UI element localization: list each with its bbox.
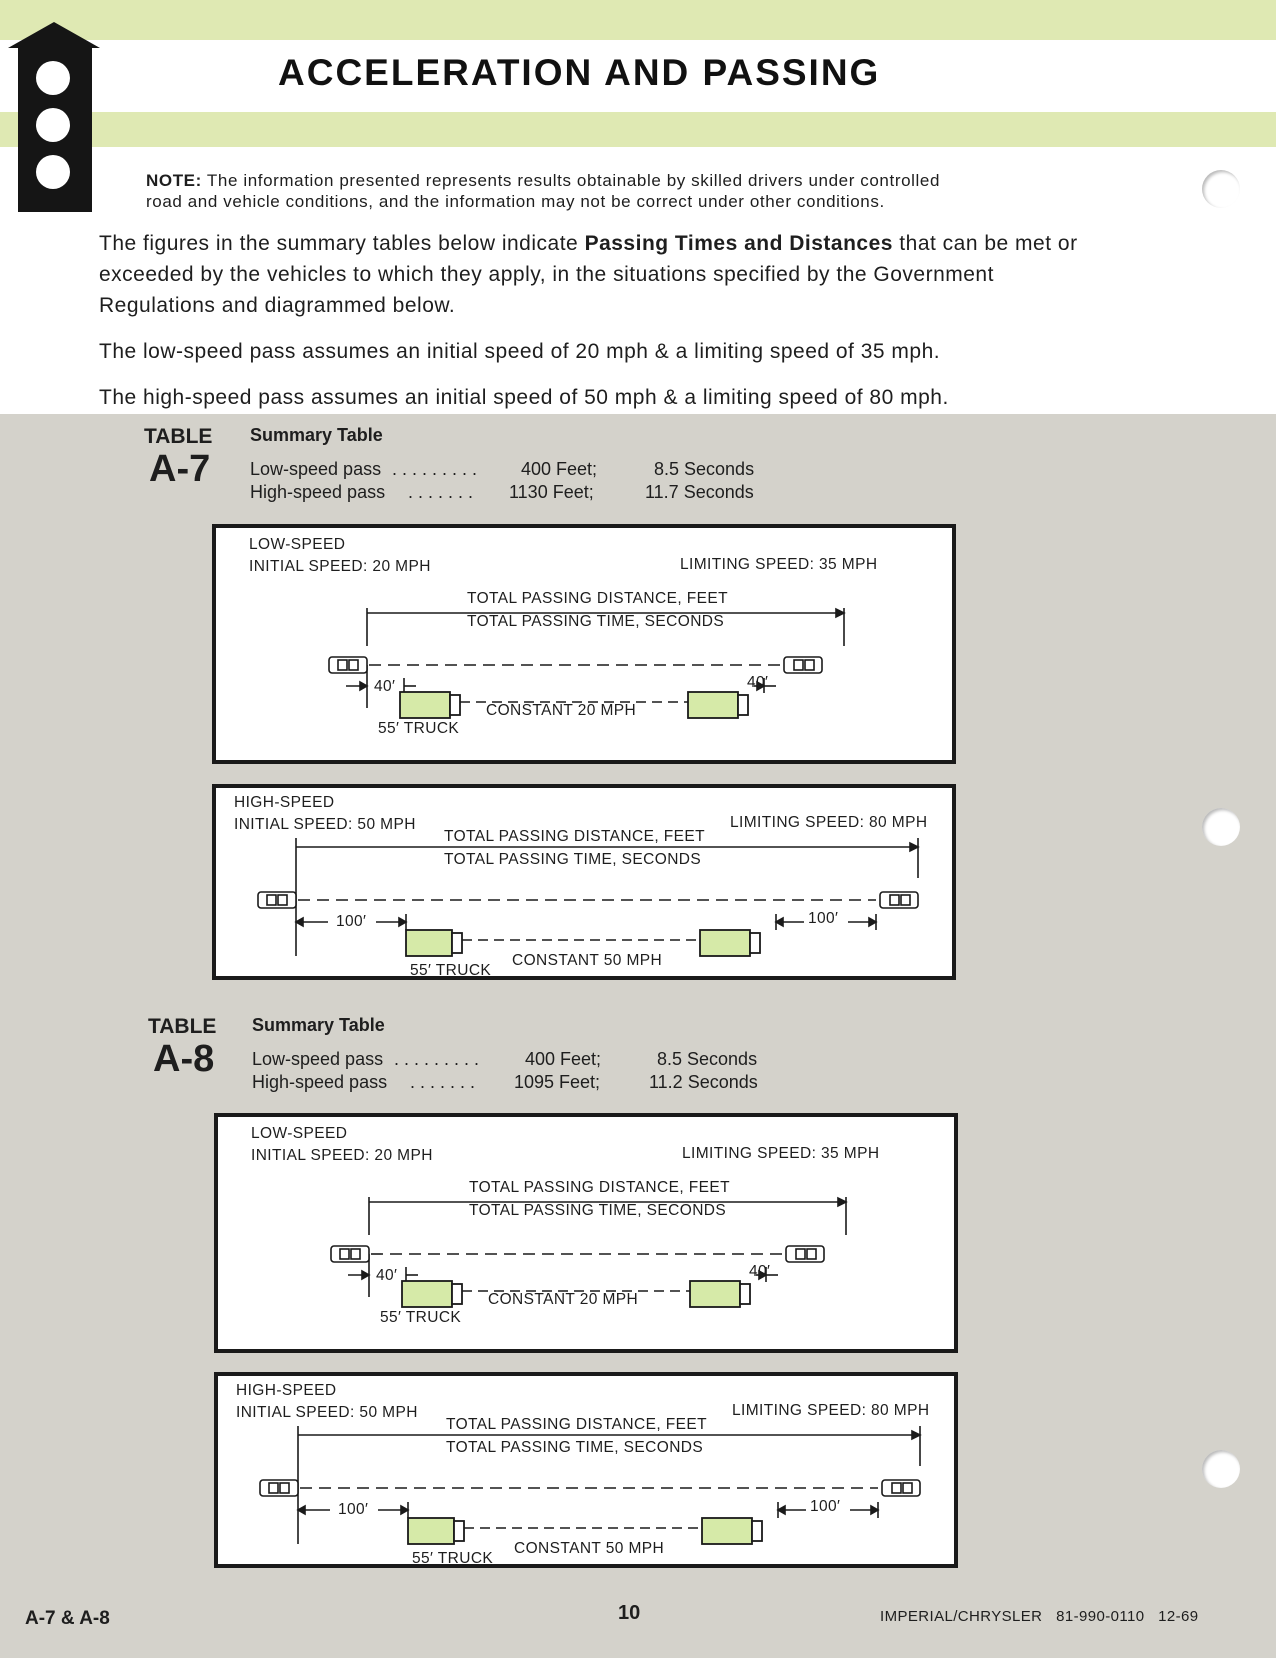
car-left-icon — [329, 657, 367, 673]
low-speed-assumption: The low-speed pass assumes an initial speed of 20 mph & a limiting speed of 35 mph. — [99, 340, 941, 363]
page-number: 10 — [618, 1602, 641, 1624]
gap-right: 100′ — [808, 910, 839, 927]
total-passing-distance: TOTAL PASSING DISTANCE, FEET — [467, 590, 728, 607]
truck-label: 55′ TRUCK — [412, 1550, 494, 1567]
table-a8-word: TABLE — [148, 1015, 217, 1038]
row-dots: . . . . . . . . . — [394, 1049, 480, 1069]
total-passing-distance: TOTAL PASSING DISTANCE, FEET — [444, 828, 705, 845]
truck-end-icon — [702, 1518, 762, 1544]
table-a7-id: A-7 — [149, 448, 211, 490]
row-label: Low-speed pass — [252, 1049, 384, 1069]
note-line-2: road and vehicle conditions, and the information may not be correct under other conditions. — [146, 192, 885, 211]
limiting-speed: LIMITING SPEED: 80 MPH — [732, 1402, 930, 1419]
initial-speed: INITIAL SPEED: 50 MPH — [236, 1404, 418, 1421]
truck-end-icon — [690, 1281, 750, 1307]
table-a7-summary-title: Summary Table — [250, 425, 383, 445]
car-left-icon — [331, 1246, 369, 1262]
row-feet: 1095 Feet; — [514, 1072, 601, 1092]
total-passing-time: TOTAL PASSING TIME, SECONDS — [444, 851, 702, 868]
truck-label: 55′ TRUCK — [378, 720, 460, 737]
table-a8-low-row — [252, 1049, 772, 1071]
table-a8-high-row — [252, 1072, 772, 1094]
row-feet: 1130 Feet; — [509, 482, 594, 502]
truck-start-icon — [402, 1281, 462, 1307]
row-label: High-speed pass — [252, 1072, 388, 1092]
car-right-icon — [784, 657, 822, 673]
page-title: ACCELERATION AND PASSING — [278, 52, 881, 93]
table-a7-low-row — [250, 459, 770, 481]
truck-label: 55′ TRUCK — [410, 962, 492, 979]
row-seconds: 8.5 Seconds — [654, 459, 755, 479]
total-passing-time: TOTAL PASSING TIME, SECONDS — [467, 613, 725, 630]
truck-label: 55′ TRUCK — [380, 1309, 462, 1326]
limiting-speed: LIMITING SPEED: 80 MPH — [730, 814, 928, 831]
gap-left: 40′ — [376, 1267, 398, 1284]
total-passing-time: TOTAL PASSING TIME, SECONDS — [469, 1202, 727, 1219]
truck-end-icon — [688, 692, 748, 718]
car-right-icon — [786, 1246, 824, 1262]
table-a8-id: A-8 — [153, 1038, 215, 1080]
total-passing-distance: TOTAL PASSING DISTANCE, FEET — [469, 1179, 730, 1196]
footer-table-reference: A-7 & A-8 — [25, 1608, 110, 1629]
diagram-mode: LOW-SPEED — [251, 1125, 348, 1142]
gap-right: 40′ — [749, 1263, 771, 1280]
note-label: NOTE: — [146, 171, 202, 190]
constant-speed: CONSTANT 20 MPH — [488, 1291, 639, 1308]
a8-high-speed-diagram — [214, 1372, 958, 1568]
gap-right: 100′ — [810, 1498, 841, 1515]
intro-bold-phrase: Passing Times and Distances — [584, 232, 893, 255]
car-right-icon — [880, 892, 918, 908]
diagram-mode: LOW-SPEED — [249, 536, 346, 553]
total-passing-time: TOTAL PASSING TIME, SECONDS — [446, 1439, 704, 1456]
intro-text-end: that can be met or exceeded by the vehicles to which they apply, in the situations specified by the Government Regulations and diagrammed below. — [99, 232, 1078, 317]
gap-left: 100′ — [336, 913, 367, 930]
row-feet: 400 Feet; — [521, 459, 598, 479]
high-speed-assumption: The high-speed pass assumes an initial speed of 50 mph & a limiting speed of 80 mph. — [99, 386, 949, 409]
total-passing-distance: TOTAL PASSING DISTANCE, FEET — [446, 1416, 707, 1433]
table-a7-high-row — [250, 482, 770, 504]
initial-speed: INITIAL SPEED: 20 MPH — [251, 1147, 433, 1164]
footer-publication-id: IMPERIAL/CHRYSLER 81-990-0110 12-69 — [880, 1608, 1199, 1625]
table-a7-word: TABLE — [144, 425, 213, 448]
note-block — [146, 170, 1066, 212]
truck-end-icon — [700, 930, 760, 956]
note-line-1: The information presented represents results obtainable by skilled drivers under controlled — [206, 171, 940, 190]
row-seconds: 11.7 Seconds — [645, 482, 754, 502]
limiting-speed: LIMITING SPEED: 35 MPH — [680, 556, 878, 573]
gap-left: 40′ — [374, 678, 396, 695]
row-dots: . . . . . . . . . — [392, 459, 478, 479]
constant-speed: CONSTANT 20 MPH — [486, 702, 637, 719]
row-label: Low-speed pass — [250, 459, 382, 479]
constant-speed: CONSTANT 50 MPH — [514, 1540, 665, 1557]
binder-hole — [1202, 808, 1240, 846]
constant-speed: CONSTANT 50 MPH — [512, 952, 663, 969]
car-left-icon — [260, 1480, 298, 1496]
row-feet: 400 Feet; — [525, 1049, 602, 1069]
intro-text-start: The figures in the summary tables below indicate — [99, 232, 585, 255]
middle-color-band — [0, 112, 1276, 147]
truck-start-icon — [406, 930, 462, 956]
gap-right: 40′ — [747, 674, 769, 691]
a7-high-speed-diagram — [212, 784, 956, 980]
row-label: High-speed pass — [250, 482, 386, 502]
diagram-mode: HIGH-SPEED — [236, 1382, 337, 1399]
initial-speed: INITIAL SPEED: 50 MPH — [234, 816, 416, 833]
row-dots: . . . . . . . — [410, 1072, 476, 1092]
table-a8-summary-title: Summary Table — [252, 1015, 385, 1035]
a7-low-speed-diagram — [212, 524, 956, 764]
car-right-icon — [882, 1480, 920, 1496]
initial-speed: INITIAL SPEED: 20 MPH — [249, 558, 431, 575]
gap-left: 100′ — [338, 1501, 369, 1518]
car-left-icon — [258, 892, 296, 908]
traffic-light-icon — [8, 22, 100, 212]
binder-hole — [1202, 1450, 1240, 1488]
limiting-speed: LIMITING SPEED: 35 MPH — [682, 1145, 880, 1162]
top-color-band — [0, 0, 1276, 40]
truck-start-icon — [408, 1518, 464, 1544]
row-dots: . . . . . . . — [408, 482, 474, 502]
diagram-mode: HIGH-SPEED — [234, 794, 335, 811]
a8-low-speed-diagram — [214, 1113, 958, 1353]
row-seconds: 11.2 Seconds — [649, 1072, 758, 1092]
row-seconds: 8.5 Seconds — [657, 1049, 758, 1069]
binder-hole — [1202, 170, 1240, 208]
intro-paragraph — [99, 228, 1109, 321]
truck-start-icon — [400, 692, 460, 718]
